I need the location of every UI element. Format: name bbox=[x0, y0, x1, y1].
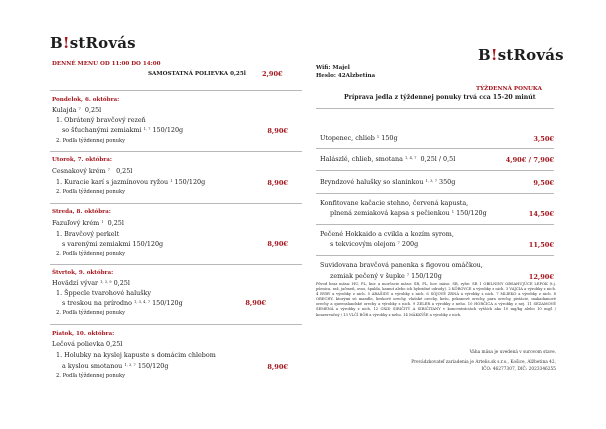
day-soup bbox=[52, 219, 124, 227]
meal-line: 1. Bravčový perkelt bbox=[56, 230, 120, 238]
day-title: Utorok, 7. októbra: bbox=[52, 157, 112, 163]
wifi-name: Wifi: Majel bbox=[316, 65, 350, 71]
meal-text: 1. Kuracie karí s jazmínovou ryžou bbox=[56, 178, 169, 186]
soup-name: Fazuľový krém bbox=[52, 219, 100, 227]
meal-text: s treskou na prírodno bbox=[62, 299, 132, 307]
divider bbox=[316, 170, 554, 171]
divider bbox=[50, 90, 302, 91]
meal-price: 8,90€ bbox=[267, 240, 288, 248]
meal-line: s varenými zemiakmi 150/120g bbox=[62, 240, 164, 248]
meal-option: 2. Podľa týždennej ponuky bbox=[56, 251, 126, 257]
soup-volume: 0,25l bbox=[84, 106, 102, 114]
day-title: Streda, 8. októbra: bbox=[52, 209, 111, 215]
allergen-sup: 1, 3, 7 bbox=[124, 363, 136, 367]
weekly-item-line bbox=[330, 272, 442, 280]
daily-menu-title: DENNÉ MENU OD 11:00 DO 14:00 bbox=[52, 61, 161, 67]
item-name: zemiak pečený v šupke bbox=[330, 272, 405, 280]
weekly-item-line: Konfitovane kačacie stehno, červená kapusta, bbox=[320, 199, 469, 207]
meal-text: so šťuchanými zemiakmi bbox=[62, 126, 142, 134]
day-soup bbox=[52, 106, 101, 114]
divider bbox=[50, 203, 302, 204]
soup-volume: 0,25l bbox=[107, 219, 124, 227]
soup-volume: 0,25l bbox=[116, 167, 133, 175]
left-logo bbox=[50, 34, 136, 52]
day-title: Pondelok, 6. októbra: bbox=[52, 97, 120, 103]
weekly-item-line: Suvidovana bravčová panenka s figovou omáčkou, bbox=[320, 261, 483, 269]
weekly-item-price: 14,50€ bbox=[528, 210, 554, 218]
day-soup: Lečová polievka 0,25l bbox=[52, 340, 123, 348]
logo-mark: ! bbox=[490, 46, 498, 64]
wifi-password: Heslo: 42Alzbetina bbox=[316, 73, 376, 79]
allergen-sup: 1, 3, 7 bbox=[425, 179, 437, 183]
allergen-sup: 7 bbox=[78, 107, 81, 111]
weekly-menu-subtitle: Príprava jedla z týždennej ponuky trvá cca 15-20 minút bbox=[344, 94, 536, 101]
logo-part: stRovás bbox=[497, 46, 564, 64]
logo-part: stRovás bbox=[69, 34, 136, 52]
day-soup bbox=[52, 279, 130, 287]
weekly-item bbox=[320, 134, 398, 142]
meal-line: 1. Obrátený bravčový rezeň bbox=[56, 116, 146, 124]
soup-only-price: 2,90€ bbox=[262, 70, 283, 78]
weekly-item-line: Pečené Hokkaido a cvikla a kozím syrom, bbox=[320, 230, 454, 238]
logo-part: B bbox=[478, 46, 491, 64]
soup-volume: 0,25l bbox=[113, 279, 130, 287]
weekly-item-line bbox=[330, 240, 418, 248]
item-weight: 150/120g bbox=[456, 209, 487, 217]
allergen-sup: 1, 7 bbox=[143, 127, 151, 131]
meal-price: 8,90€ bbox=[267, 179, 288, 187]
item-weight: 150g bbox=[381, 134, 398, 142]
meal-price: 8,90€ bbox=[267, 363, 288, 371]
allergen-sup: 7 bbox=[406, 273, 410, 277]
weekly-item bbox=[320, 155, 455, 163]
weekly-item bbox=[320, 178, 455, 186]
allergen-sup: 1 bbox=[451, 210, 455, 214]
item-name: Bryndzové halušky so slaninkou bbox=[320, 178, 424, 186]
divider bbox=[316, 108, 554, 109]
weights-note: Váha mäsa je uvedená v surovom stave. bbox=[469, 350, 556, 355]
day-title: Piatok, 10. októbra: bbox=[52, 331, 115, 337]
meal-line bbox=[62, 362, 168, 370]
divider bbox=[316, 193, 554, 194]
logo-part: B bbox=[50, 34, 63, 52]
soup-only-label: SAMOSTATNÁ POLIEVKA 0,25l bbox=[148, 71, 246, 77]
meal-weight: 150/120g bbox=[152, 299, 183, 307]
item-weight: 150/120g bbox=[411, 272, 442, 280]
meal-line bbox=[56, 178, 205, 186]
day-soup bbox=[52, 167, 132, 175]
meal-line: 1. Šppecle tvarohové halušky bbox=[56, 289, 152, 297]
meal-weight: 150/120g bbox=[152, 126, 184, 134]
logo-mark: ! bbox=[62, 34, 70, 52]
item-weight: 350g bbox=[439, 178, 456, 186]
soup-name: Cesnakový krém bbox=[52, 167, 106, 175]
meal-line: 1. Holubky na kyslej kapuste s domácim chlebom bbox=[56, 351, 216, 359]
weekly-menu-title: TÝŽDENNÁ PONUKA bbox=[476, 86, 542, 92]
item-name: plnená zemiaková kapsa s pečienkou bbox=[330, 209, 450, 217]
day-title: Štvrtok, 9. októbra: bbox=[52, 270, 114, 276]
meal-weight: 150/120g bbox=[174, 178, 206, 186]
allergen-sup: 1, 4, 7 bbox=[405, 156, 417, 160]
meal-option: 2. Podľa týždennej ponuky bbox=[56, 189, 126, 195]
allergen-sup: 1, 3, 9 bbox=[100, 280, 112, 284]
divider bbox=[50, 264, 302, 265]
weekly-item-price: 3,50€ bbox=[533, 135, 554, 143]
allergen-note: Pôvod hraz mäsa: HU, PL, kur. a morčacie mäso: SR, PL, hov. mäso: SR, rybe: SR 1 OBILNINY OBSAHUJÚCE LEPOK (t.j. pšenica, raž, jačmeň, ovos, špalda, kamut alebo ich hybridné odrody). 2 KÔROVCE a výrobky z nich. 3 VAJCIA a výrobky z nich. 4 RYBY a výrobky z nich. 5 ARAŠIDY a výrobky z nich. 6 SÓJOVÉ ZRNÁ a výrobky z nich. 7 MLIEKO a výrobky z nich. 8 ORECHY, ktorými sú mandle, lieskové orechy, vlašské orechy, kešu, pekanové orechy, para orechy, pistácie, makadamové orechy a queenslandské orechy a výrobky z nich. 9 ZELER a výrobky z neho. 10 HORČICA a výrobky z nej. 11 SEZAMOVÉ SEMENÁ a výrobky z nich. 12 OXID SIRIČITÝ A SIRIČITANY v koncentráciách vyšších ako 10 mg/kg alebo 10 mg/l / konzervačný / 13 VLČÍ BÔB a výrobky z neho. 14 MÄKKÝŠE a výrobky z nich. bbox=[316, 282, 556, 317]
weekly-item-price: 9,50€ bbox=[533, 179, 554, 187]
meal-option: 2. Podľa týždennej ponuky bbox=[56, 138, 126, 144]
item-name: Halászlé, chlieb, smotana bbox=[320, 155, 403, 163]
right-logo bbox=[478, 46, 564, 64]
allergen-sup: 1 bbox=[170, 179, 173, 183]
weekly-item-price: 4,90€ / 7,90€ bbox=[505, 156, 554, 164]
item-weight: 0,25l / 0,5l bbox=[420, 155, 456, 163]
meal-line bbox=[62, 299, 183, 307]
allergen-sup: 1 bbox=[376, 135, 380, 139]
divider bbox=[50, 151, 302, 152]
allergen-sup: 7 bbox=[397, 241, 400, 245]
weekly-item-price: 12,90€ bbox=[528, 273, 554, 281]
item-name: s tekvicovým olejom bbox=[330, 240, 396, 248]
divider bbox=[316, 224, 554, 225]
meal-line bbox=[62, 126, 183, 134]
allergen-sup: 1 bbox=[101, 220, 104, 224]
allergen-sup: 1, 3, 4, 7 bbox=[134, 300, 151, 304]
weekly-item-line bbox=[330, 209, 487, 217]
meal-weight: 150/120g bbox=[137, 362, 169, 370]
meal-price: 8,90€ bbox=[245, 299, 266, 307]
soup-name: Hovädzí vývar bbox=[52, 279, 99, 287]
operator-info: Prevádzkovateľ zariadenia je Artelis.sk s.r.o., Košice, Alžbetina 42, bbox=[411, 360, 556, 365]
meal-option: 2. Podľa týždennej ponuky bbox=[56, 310, 126, 316]
divider bbox=[50, 324, 302, 325]
soup-name: Kulajda bbox=[52, 106, 77, 114]
allergen-sup: 7 bbox=[107, 168, 110, 172]
divider bbox=[316, 148, 554, 149]
weekly-item-price: 11,50€ bbox=[528, 241, 554, 249]
company-ids: IČO: 46277307, DIČ: 2023346255 bbox=[481, 367, 556, 372]
item-weight: 200g bbox=[401, 240, 419, 248]
meal-price: 8,90€ bbox=[267, 127, 288, 135]
item-name: Utopenec, chlieb bbox=[320, 134, 375, 142]
meal-option: 2. Podľa týždennej ponuky bbox=[56, 373, 126, 379]
meal-text: a kyslou smotanou bbox=[62, 362, 123, 370]
divider bbox=[316, 255, 554, 256]
